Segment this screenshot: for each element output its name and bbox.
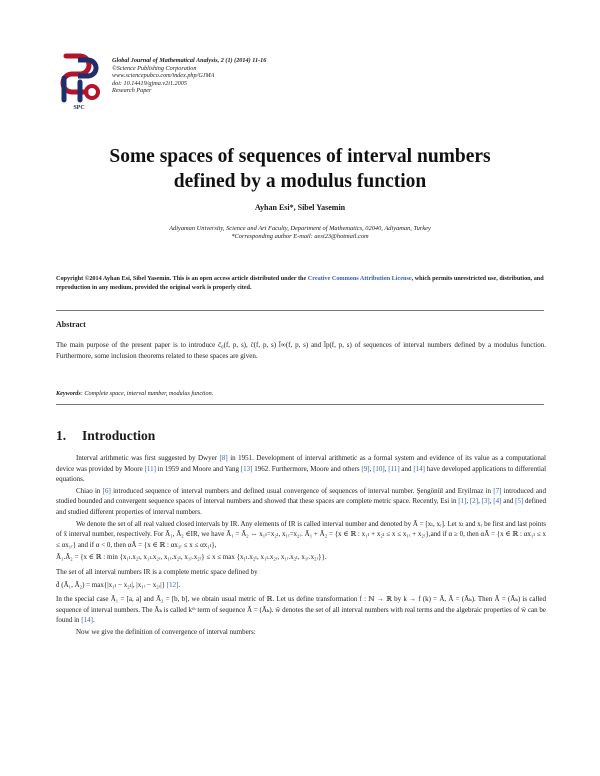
- product-formula: Ā₁.Ā₂ = {x ∈ ℝ : min {x₁ₗ.x₂ₗ, x₁ₗ.x₂ᵣ, x₁ᵣ.x₂ₗ, x₁ᵣ.x₂ᵣ} ≤ x ≤ max {x₁ₗ.x₂ₗ, x₁ₗ.x₂ᵣ, x₁ᵣ.x₂ₗ, x₁ᵣ.x₂ᵣ}}.: [56, 553, 327, 562]
- affiliation-block: [40, 225, 560, 242]
- paragraph-3: We denote the set of all real valued closed intervals by IR. Any elements of IR is called interval number and denoted by Ā = [xₗ, xᵣ]. Let xₗ and xᵣ be first and last points of x̄ interval number, respectively. For Ā₁, Ā₂ ∈IR, we have Ā₁ = Ā₂ ⇔ x₁ₗ=x₂ₗ, x₁ᵣ=x₂ᵣ. Ā₁ + Ā₂ = {x ∈ ℝ : x₁ₗ + x₂ₗ ≤ x ≤ x₁ᵣ + x₂ᵣ},and if α ≥ 0, then αĀ = {x ∈ ℝ : αx₁ₗ ≤ x ≤ αx₁ᵣ} and if α < 0, then αĀ = {x ∈ ℝ : αx₁ᵣ ≤ x ≤ αx₁ₗ},: [56, 519, 546, 549]
- journal-name: Global Journal of Mathematical Analysis, 2 (1) (2014) 11-16: [112, 57, 267, 64]
- journal-header: [112, 57, 412, 95]
- citation[interactable]: [7]: [493, 486, 502, 495]
- citation[interactable]: [1]: [458, 497, 467, 506]
- keywords: [56, 390, 546, 397]
- metric-formula: d̄ (Ā₁, Ā₂) = max{|x₁ₗ − x₂ₗ|, |x₁ᵣ − x₂ᵣ|} [12].: [56, 580, 181, 589]
- citation[interactable]: [11]: [144, 464, 156, 473]
- copyright-text-1: Copyright ©2014 Ayhan Esi, Sibel Yasemin. This is an open access article distributed under the: [56, 275, 308, 282]
- title-line-2: defined by a modulus function: [173, 171, 427, 192]
- citation[interactable]: [14]: [81, 616, 93, 625]
- article-type: Research Paper: [112, 87, 152, 95]
- journal-url[interactable]: www.sciencepubco.com/index.php/GJMA: [112, 72, 215, 80]
- citation[interactable]: [6]: [102, 486, 111, 495]
- keywords-list: : Complete space, interval number, modulus function.: [80, 390, 214, 397]
- publisher: ©Science Publishing Corporation: [112, 64, 197, 72]
- doi[interactable]: doi: 10.14419/gjma.v2i1.2005: [112, 79, 187, 87]
- section-heading: [56, 428, 155, 444]
- citation[interactable]: [3]: [481, 497, 490, 506]
- copyright-text-2: , which permits unrestricted use, distribution, and reproduction in any medium, provided the original work is properly cited.: [56, 275, 544, 291]
- paragraph-6: Now we give the definition of convergence of interval numbers:: [76, 627, 256, 636]
- paragraph-4: The set of all interval numbers IR is a complete metric space defined by: [56, 567, 258, 576]
- affiliation: Adiyaman University, Science and Art Faculty, Department of Mathematics, 02040, Adiyaman, Turkey: [169, 225, 431, 232]
- title-line-1: Some spaces of sequences of interval numbers: [109, 146, 491, 167]
- paper-title: [40, 144, 560, 194]
- abstract-heading: Abstract: [56, 320, 86, 329]
- citation[interactable]: [11]: [388, 464, 400, 473]
- spc-logo: [56, 52, 102, 110]
- copyright-notice: [56, 274, 556, 292]
- divider-bottom: [56, 404, 544, 405]
- logo-text: SPC: [73, 105, 85, 110]
- introduction-body: [56, 453, 546, 639]
- citation[interactable]: [13]: [240, 464, 253, 473]
- paragraph-2: Chiao in [6] introduced sequence of interval numbers and defined usual convergence of sequences of interval number. Şengönül and Eryilmaz in [7] introduced and studied bounded and convergent sequence spaces of interval numbers and showed that these spaces are complete metric space. Recently, Esi in [1], [2], [3], [4] and [5] defined and studied different properties of interval numbers.: [56, 486, 547, 516]
- corresponding-author: *Corresponding author E-mail: aesi23@hotmail.com: [231, 233, 369, 241]
- divider-top: [56, 310, 544, 311]
- citation[interactable]: [12]: [166, 580, 179, 589]
- citation[interactable]: [4]: [493, 497, 502, 506]
- section-number: 1.: [56, 428, 67, 443]
- keywords-label: Keywords: [56, 390, 81, 397]
- license-link[interactable]: Creative Commons Attribution License: [307, 275, 412, 282]
- citation[interactable]: [8]: [219, 454, 228, 462]
- authors: Ayhan Esi*, Sibel Yasemin: [254, 203, 346, 212]
- paragraph-5: In the special case Ā₁ = [a, a] and Ā₂ = [b, b], we obtain usual metric of ℝ. Let us define transformation f : ℕ → ℝ by k → f (k) = Ā, Ā = (Āₖ). Then Ā = (Āₖ) is called sequence of interval numbers. The Āₖ is called kᵗʰ term of sequence Ā = (Āₖ). w̄ denotes the set of all interval numbers with real terms and the algebraic properties of w̄ can be found in [14].: [56, 595, 546, 625]
- paragraph-1: Interval arithmetic was first suggested by Dwyer [8] in 1951. Development of interval arithmetic as a formal system and evidence of its value as a computational device was provided by Moore [11] in 1959 and Moore and Yang [13] 1962. Furthermore, Moore and others [9], [10], [11] and [14] have developed applications to differential equations.: [56, 454, 547, 484]
- section-title: Introduction: [82, 428, 156, 443]
- citation[interactable]: [10]: [373, 464, 385, 473]
- citation[interactable]: [9]: [361, 464, 370, 473]
- citation[interactable]: [5]: [515, 497, 524, 506]
- citation[interactable]: [2]: [469, 497, 479, 506]
- citation[interactable]: [14]: [413, 464, 425, 473]
- abstract-body: The main purpose of the present paper is to introduce c̄₀(f, p, s), c̄(f, p, s) l̄∞(f, p, s) and l̄p(f, p, s) of sequences of interval numbers defined by a modulus function. Furthermore, some inclusion theorems related to these spaces are given.: [56, 341, 546, 360]
